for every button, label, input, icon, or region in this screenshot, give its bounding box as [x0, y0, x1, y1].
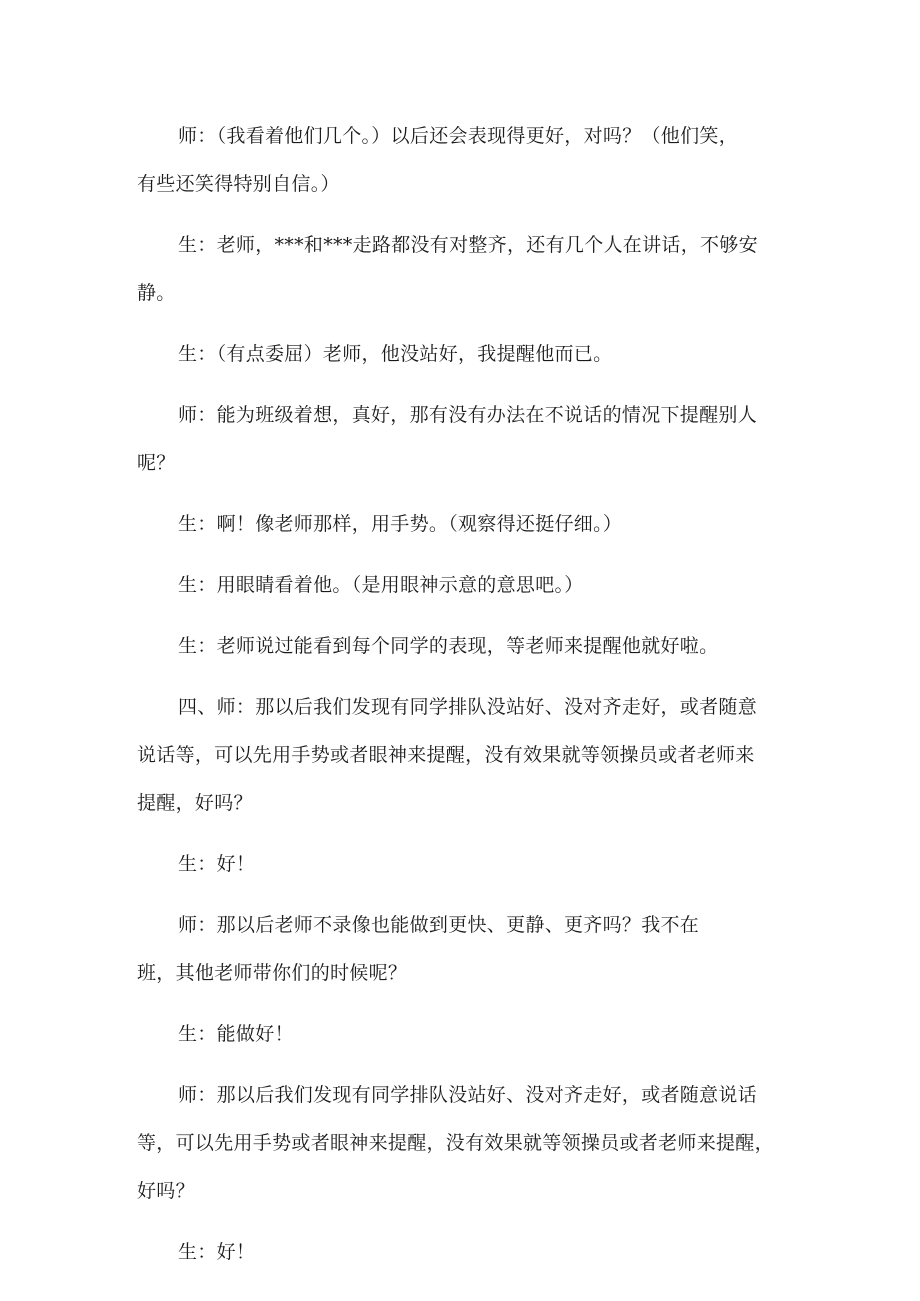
paragraph-2 [137, 221, 783, 317]
paragraph-line: 静。 [137, 282, 176, 304]
paragraph-line: 生：好！ [178, 853, 256, 875]
paragraph-9 [137, 840, 783, 888]
paragraph-line: 说话等，可以先用手势或者眼神来提醒，没有效果就等领操员或者老师来 [137, 744, 755, 766]
paragraph-13 [137, 1228, 783, 1276]
paragraph-1 [137, 112, 783, 208]
paragraph-11 [137, 1010, 783, 1058]
paragraph-line: 有些还笑得特别自信。） [137, 173, 340, 195]
paragraph-line: 呢？ [137, 452, 176, 474]
paragraph-line: 四、师：那以后我们发现有同学排队没站好、没对齐走好，或者随意 [178, 696, 758, 718]
paragraph-3 [137, 330, 783, 378]
paragraph-line: 生：用眼睛看着他。（是用眼神示意的意思吧。） [178, 574, 584, 596]
paragraph-4 [137, 391, 783, 487]
paragraph-line: 师：那以后老师不录像也能做到更快、更静、更齐吗？我不在 [178, 914, 700, 936]
paragraph-line: 师：（我看着他们几个。）以后还会表现得更好，对吗？（他们笑， [178, 125, 739, 147]
paragraph-8 [137, 683, 783, 827]
paragraph-10 [137, 901, 783, 997]
paragraph-12 [137, 1071, 783, 1215]
paragraph-7 [137, 622, 783, 670]
paragraph-line: 等，可以先用手势或者眼神来提醒，没有效果就等领操员或者老师来提醒， [137, 1132, 774, 1154]
paragraph-line: 师：那以后我们发现有同学排队没站好、没对齐走好，或者随意说话 [178, 1084, 758, 1106]
paragraph-line: 师：能为班级着想，真好，那有没有办法在不说话的情况下提醒别人 [178, 404, 758, 426]
paragraph-line: 提醒，好吗？ [137, 792, 253, 814]
paragraph-line: 生：老师，***和***走路都没有对整齐，还有几个人在讲话，不够安 [178, 234, 758, 256]
paragraph-6 [137, 561, 783, 609]
paragraph-line: 生：老师说过能看到每个同学的表现，等老师来提醒他就好啦。 [178, 635, 719, 657]
paragraph-5 [137, 500, 783, 548]
paragraph-line: 生：（有点委屈）老师，他没站好，我提醒他而已。 [178, 343, 613, 365]
paragraph-line: 生：好！ [178, 1241, 256, 1263]
paragraph-line: 好吗？ [137, 1180, 195, 1202]
document-body [137, 112, 783, 1289]
paragraph-line: 生：能做好！ [178, 1023, 294, 1045]
paragraph-line: 生：啊！像老师那样，用手势。（观察得还挺仔细。） [178, 513, 623, 535]
paragraph-line: 班，其他老师带你们的时候呢？ [137, 962, 408, 984]
